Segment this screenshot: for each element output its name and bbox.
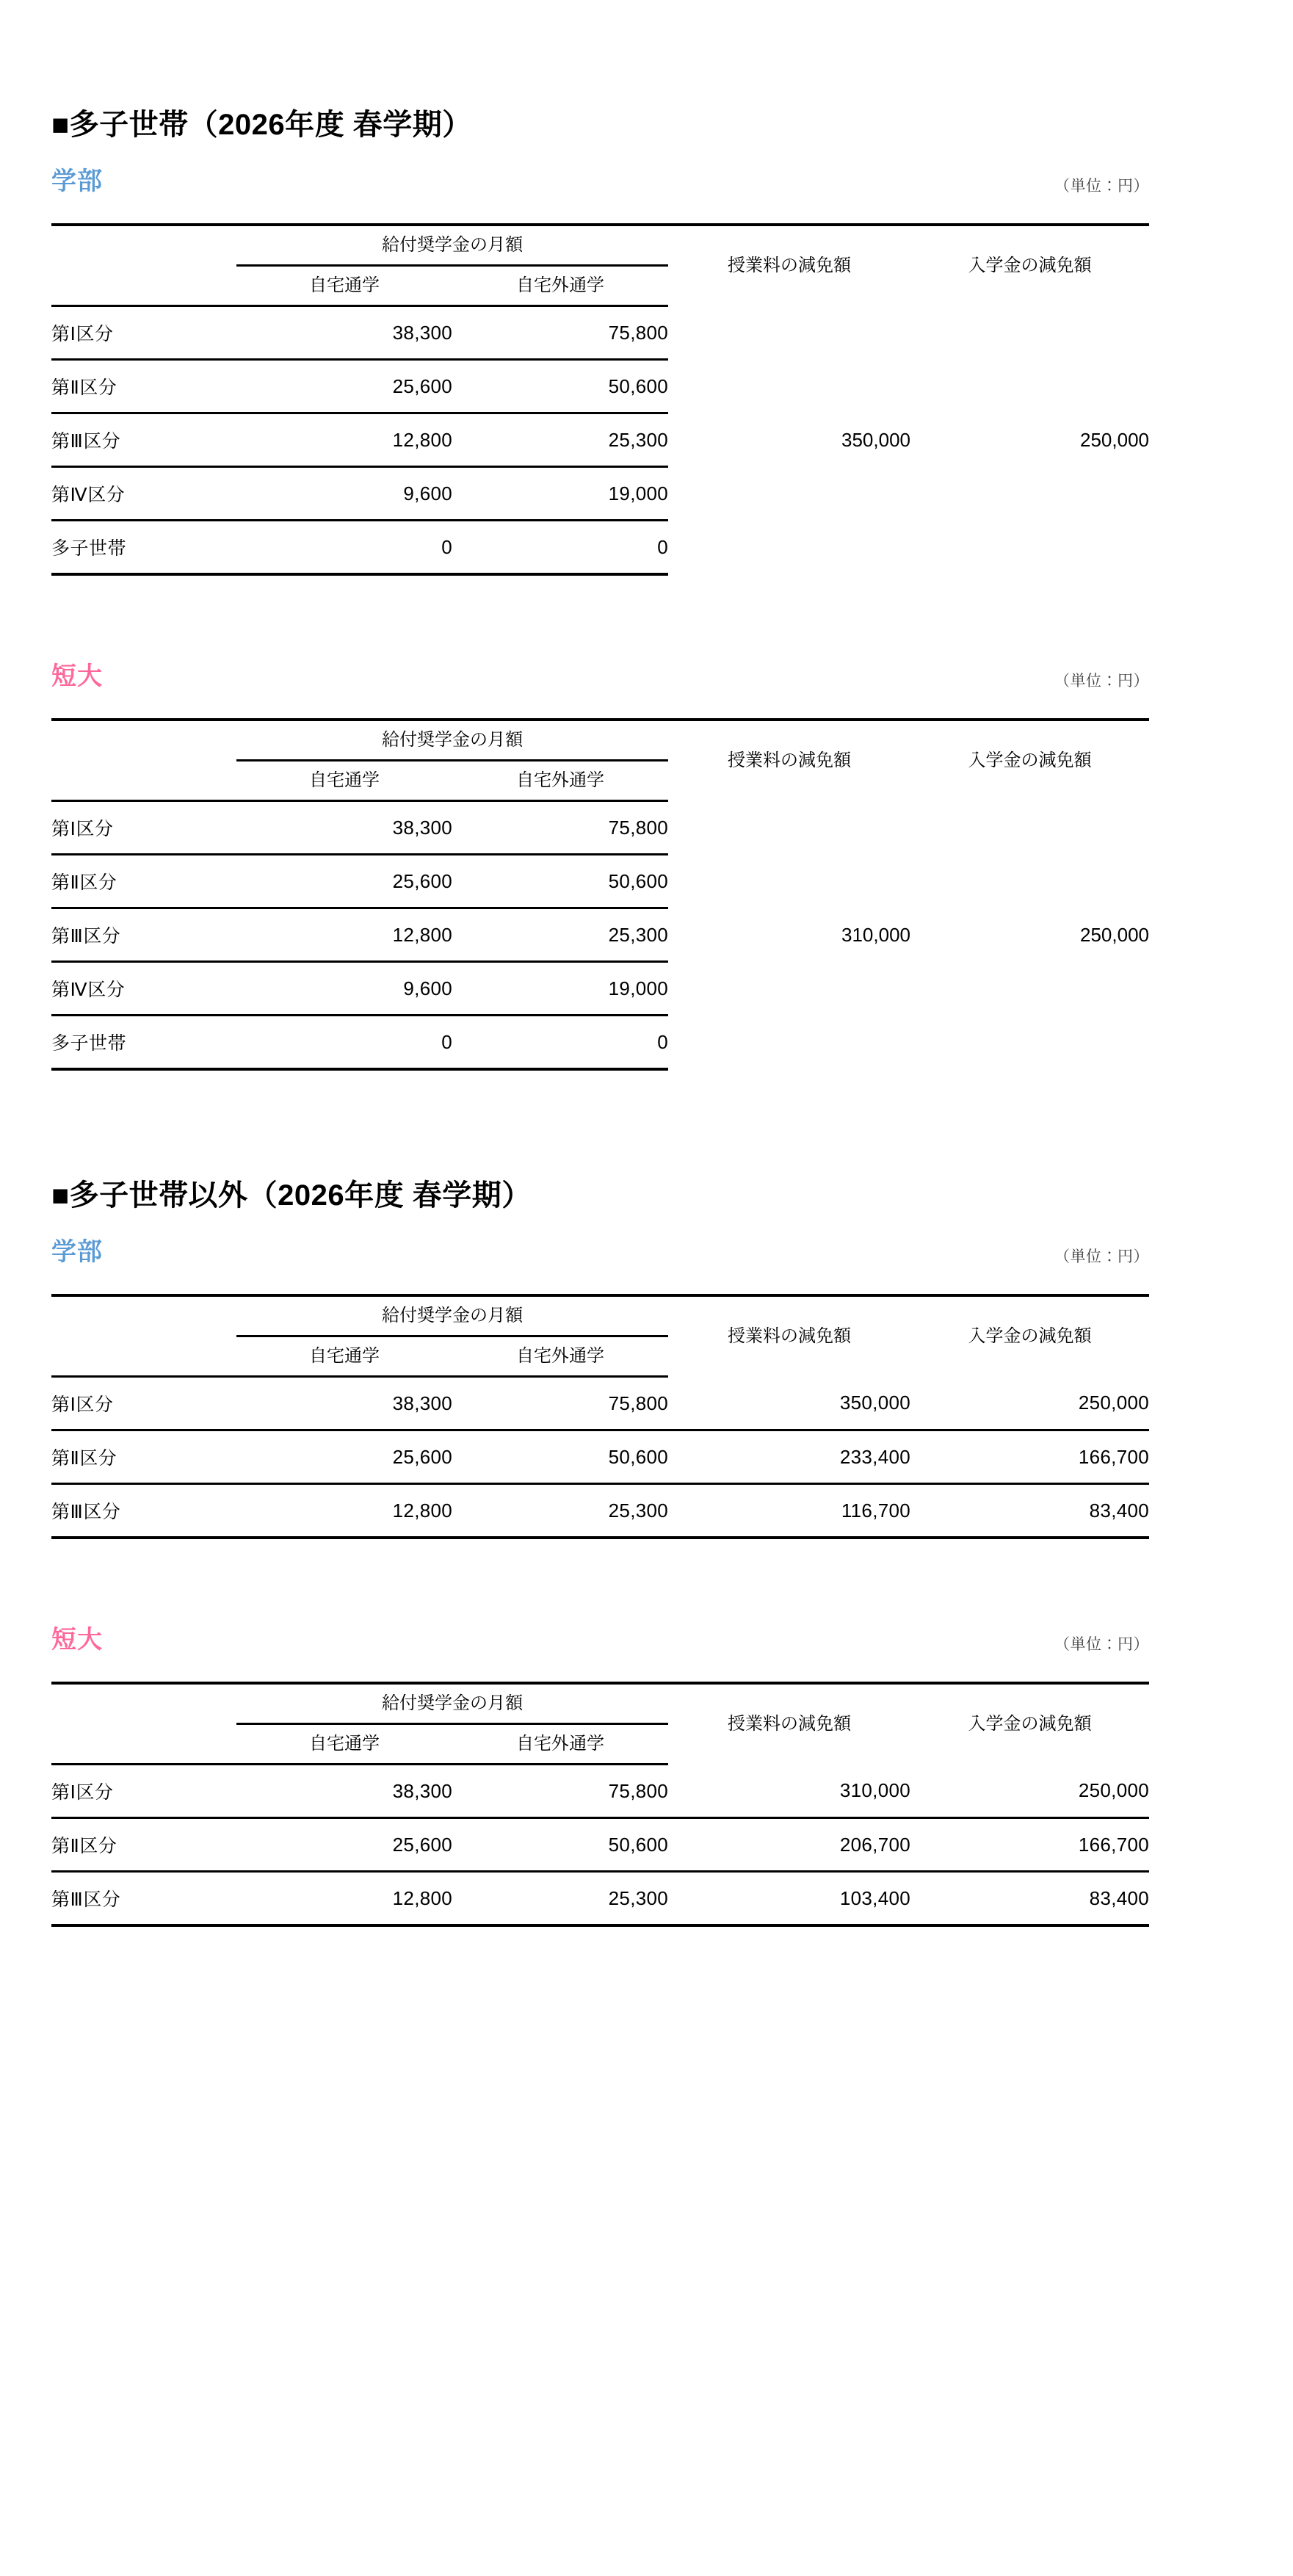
cell-entrance-reduction-amount: 83,400 <box>910 1872 1149 1926</box>
vertical-gap <box>51 1539 1242 1627</box>
header-tuition-reduction: 授業料の減免額 <box>728 256 851 276</box>
row-category-label: 第Ⅲ区分 <box>51 413 236 467</box>
vertical-gap <box>51 194 1242 223</box>
header-home-commute: 自宅通学 <box>236 266 452 306</box>
cell-tuition-reduction-amount: 310,000 <box>841 923 910 946</box>
table-header <box>51 1295 1149 1377</box>
rate-table <box>51 1294 1149 1539</box>
row-category-label: 第Ⅰ区分 <box>51 1765 236 1818</box>
table-body <box>51 306 1149 575</box>
cell-home-commute-amount: 0 <box>236 521 452 575</box>
header-away-commute: 自宅外通学 <box>452 761 668 801</box>
section-gap <box>51 1071 1242 1181</box>
cell-away-commute-amount: 25,300 <box>452 413 668 467</box>
cell-tuition-reduction-amount: 233,400 <box>668 1430 910 1484</box>
cell-tuition-reduction-amount: 206,700 <box>668 1818 910 1872</box>
unit-note: （単位：円） <box>1054 1636 1149 1653</box>
cell-home-commute-amount: 25,600 <box>236 1430 452 1484</box>
vertical-gap <box>51 140 1242 169</box>
rate-table <box>51 1682 1149 1927</box>
header-grant-monthly: 給付奨学金の月額 <box>236 1683 668 1724</box>
cell-entrance-reduction-amount: 83,400 <box>910 1484 1149 1538</box>
section-title: ■多子世帯以外（2026年度 春学期） <box>51 1179 532 1212</box>
section <box>51 110 1242 1071</box>
cell-home-commute-amount: 0 <box>236 1016 452 1070</box>
header-row-group <box>51 720 1149 761</box>
cell-entrance-reduction-amount: 250,000 <box>1080 923 1149 946</box>
sections-container <box>51 110 1242 1927</box>
row-category-label: 多子世帯 <box>51 521 236 575</box>
table-row <box>51 1430 1149 1484</box>
table-row <box>51 1377 1149 1430</box>
table-header <box>51 225 1149 306</box>
header-entrance-reduction: 入学金の減免額 <box>968 1714 1092 1734</box>
cell-away-commute-amount: 19,000 <box>452 962 668 1016</box>
unit-note: （単位：円） <box>1054 673 1149 690</box>
rate-table <box>51 223 1149 576</box>
row-category-label: 第Ⅰ区分 <box>51 1377 236 1430</box>
school-type-heading: 短大 <box>51 662 103 690</box>
cell-tuition-reduction-amount: 350,000 <box>841 428 910 451</box>
row-category-label: 第Ⅳ区分 <box>51 962 236 1016</box>
header-row-label-blank <box>51 761 236 801</box>
vertical-gap <box>51 576 1242 664</box>
header-entrance-reduction: 入学金の減免額 <box>968 1326 1092 1347</box>
cell-home-commute-amount: 38,300 <box>236 1377 452 1430</box>
cell-tuition-reduction-amount: 116,700 <box>668 1484 910 1538</box>
header-corner-blank <box>51 1295 236 1336</box>
header-tuition-reduction: 授業料の減免額 <box>728 1326 851 1347</box>
cell-home-commute-amount: 38,300 <box>236 801 452 855</box>
cell-away-commute-amount: 50,600 <box>452 360 668 413</box>
row-category-label: 第Ⅱ区分 <box>51 855 236 908</box>
row-category-label: 第Ⅰ区分 <box>51 801 236 855</box>
header-row-group <box>51 1683 1149 1724</box>
cell-home-commute-amount: 25,600 <box>236 855 452 908</box>
header-home-commute: 自宅通学 <box>236 1724 452 1765</box>
row-category-label: 第Ⅰ区分 <box>51 306 236 360</box>
header-row-label-blank <box>51 1724 236 1765</box>
cell-home-commute-amount: 38,300 <box>236 306 452 360</box>
header-row-group <box>51 1295 1149 1336</box>
table-row <box>51 306 1149 360</box>
cell-away-commute-amount: 75,800 <box>452 1765 668 1818</box>
header-home-commute: 自宅通学 <box>236 1336 452 1377</box>
cell-home-commute-amount: 25,600 <box>236 360 452 413</box>
header-corner-blank <box>51 1683 236 1724</box>
school-type-heading: 学部 <box>51 1238 103 1266</box>
table-header <box>51 720 1149 801</box>
section <box>51 1181 1242 1927</box>
cell-tuition-reduction-amount: 350,000 <box>668 1377 910 1430</box>
cell-away-commute-amount: 75,800 <box>452 306 668 360</box>
table-row <box>51 1872 1149 1926</box>
table-caption-row <box>51 1627 1149 1652</box>
cell-home-commute-amount: 12,800 <box>236 1872 452 1926</box>
vertical-gap <box>51 689 1242 718</box>
header-corner-blank <box>51 720 236 761</box>
header-tuition-reduction: 授業料の減免額 <box>728 750 851 771</box>
header-tuition-reduction: 授業料の減免額 <box>728 1714 851 1734</box>
row-category-label: 第Ⅲ区分 <box>51 908 236 962</box>
cell-away-commute-amount: 75,800 <box>452 801 668 855</box>
table-row <box>51 1484 1149 1538</box>
table-body <box>51 801 1149 1070</box>
table-header <box>51 1683 1149 1765</box>
header-row-group <box>51 225 1149 266</box>
cell-away-commute-amount: 25,300 <box>452 1872 668 1926</box>
cell-away-commute-amount: 50,600 <box>452 1430 668 1484</box>
school-type-heading: 短大 <box>51 1626 103 1654</box>
header-home-commute: 自宅通学 <box>236 761 452 801</box>
header-away-commute: 自宅外通学 <box>452 1724 668 1765</box>
cell-home-commute-amount: 9,600 <box>236 962 452 1016</box>
cell-away-commute-amount: 19,000 <box>452 467 668 521</box>
table-row <box>51 1765 1149 1818</box>
header-entrance-reduction: 入学金の減免額 <box>968 256 1092 276</box>
table-row <box>51 1818 1149 1872</box>
cell-away-commute-amount: 0 <box>452 1016 668 1070</box>
unit-note: （単位：円） <box>1054 1248 1149 1265</box>
header-grant-monthly: 給付奨学金の月額 <box>236 720 668 761</box>
cell-home-commute-amount: 12,800 <box>236 1484 452 1538</box>
cell-home-commute-amount: 12,800 <box>236 413 452 467</box>
header-away-commute: 自宅外通学 <box>452 266 668 306</box>
row-category-label: 多子世帯 <box>51 1016 236 1070</box>
cell-entrance-reduction-amount: 250,000 <box>1080 428 1149 451</box>
cell-away-commute-amount: 25,300 <box>452 1484 668 1538</box>
header-grant-monthly: 給付奨学金の月額 <box>236 225 668 266</box>
header-corner-blank <box>51 225 236 266</box>
table-caption-row <box>51 1240 1149 1265</box>
row-category-label: 第Ⅱ区分 <box>51 360 236 413</box>
unit-note: （単位：円） <box>1054 178 1149 195</box>
cell-away-commute-amount: 0 <box>452 521 668 575</box>
cell-entrance-reduction-amount: 166,700 <box>910 1818 1149 1872</box>
header-row-label-blank <box>51 1336 236 1377</box>
row-category-label: 第Ⅱ区分 <box>51 1430 236 1484</box>
row-category-label: 第Ⅳ区分 <box>51 467 236 521</box>
header-grant-monthly: 給付奨学金の月額 <box>236 1295 668 1336</box>
vertical-gap <box>51 1652 1242 1682</box>
cell-entrance-reduction-amount: 250,000 <box>910 1377 1149 1430</box>
cell-home-commute-amount: 38,300 <box>236 1765 452 1818</box>
row-category-label: 第Ⅲ区分 <box>51 1484 236 1538</box>
table-body <box>51 1765 1149 1926</box>
header-row-label-blank <box>51 266 236 306</box>
table-body <box>51 1377 1149 1538</box>
top-margin <box>51 0 1242 110</box>
header-entrance-reduction: 入学金の減免額 <box>968 750 1092 771</box>
cell-away-commute-amount: 25,300 <box>452 908 668 962</box>
table-row <box>51 801 1149 855</box>
row-category-label: 第Ⅱ区分 <box>51 1818 236 1872</box>
cell-away-commute-amount: 75,800 <box>452 1377 668 1430</box>
cell-tuition-reduction-amount: 103,400 <box>668 1872 910 1926</box>
cell-home-commute-amount: 9,600 <box>236 467 452 521</box>
cell-entrance-reduction-amount: 250,000 <box>910 1765 1149 1818</box>
cell-away-commute-amount: 50,600 <box>452 1818 668 1872</box>
rate-table <box>51 718 1149 1071</box>
cell-home-commute-amount: 25,600 <box>236 1818 452 1872</box>
table-caption-row <box>51 664 1149 689</box>
header-away-commute: 自宅外通学 <box>452 1336 668 1377</box>
table-caption-row <box>51 169 1149 194</box>
section-title: ■多子世帯（2026年度 春学期） <box>51 109 472 141</box>
school-type-heading: 学部 <box>51 167 103 195</box>
cell-away-commute-amount: 50,600 <box>452 855 668 908</box>
cell-home-commute-amount: 12,800 <box>236 908 452 962</box>
cell-tuition-reduction-amount: 310,000 <box>668 1765 910 1818</box>
row-category-label: 第Ⅲ区分 <box>51 1872 236 1926</box>
vertical-gap <box>51 1265 1242 1294</box>
vertical-gap <box>51 1210 1242 1240</box>
cell-entrance-reduction-amount: 166,700 <box>910 1430 1149 1484</box>
